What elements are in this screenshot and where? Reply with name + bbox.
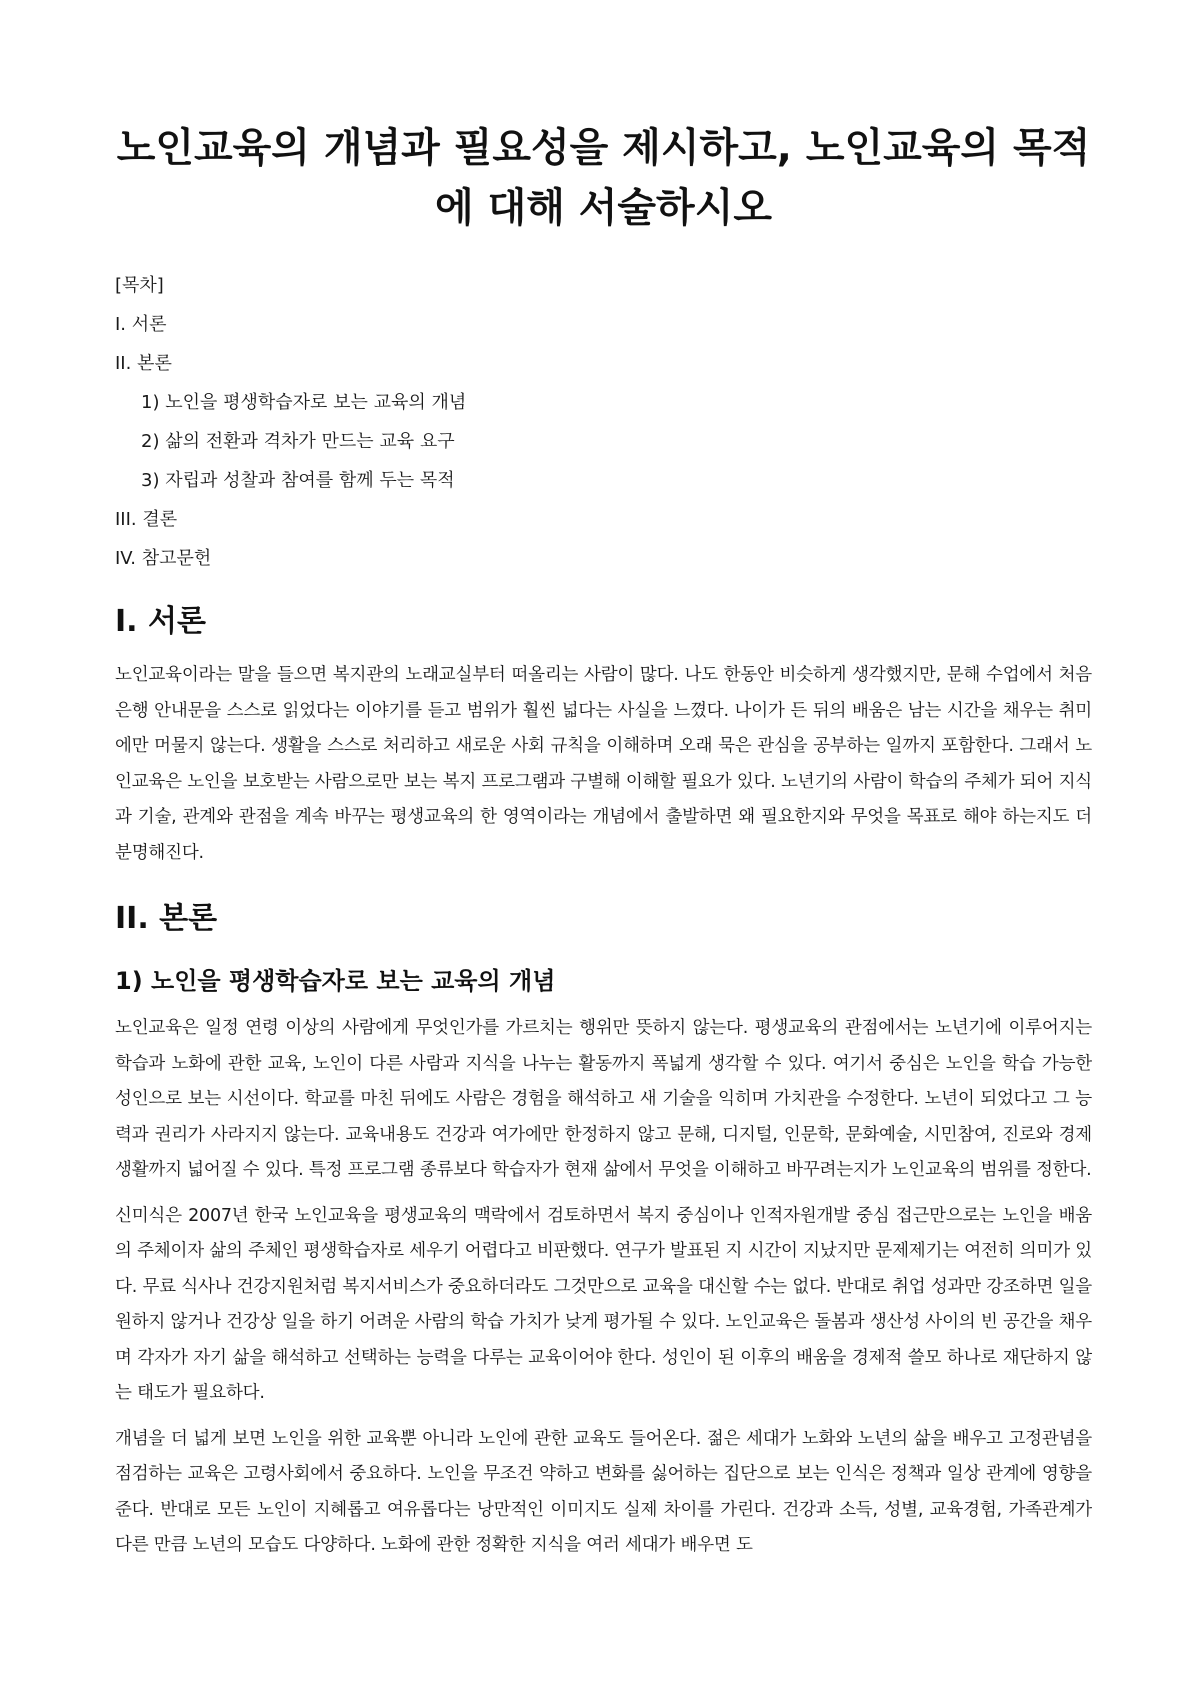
toc-item: II. 본론 bbox=[115, 353, 172, 374]
section-heading-intro: I. 서론 bbox=[115, 604, 206, 639]
toc-item: III. 결론 bbox=[115, 509, 178, 530]
section-heading-body: II. 본론 bbox=[115, 901, 218, 936]
table-of-contents bbox=[115, 266, 1092, 578]
toc-item: IV. 참고문헌 bbox=[115, 548, 212, 569]
toc-subitem: 1) 노인을 평생학습자로 보는 교육의 개념 bbox=[141, 392, 467, 413]
toc-item: I. 서론 bbox=[115, 314, 167, 335]
toc-heading: [목차] bbox=[115, 275, 164, 296]
subsection-heading-1: 1) 노인을 평생학습자로 보는 교육의 개념 bbox=[115, 967, 556, 995]
document-title: 노인교육의 개념과 필요성을 제시하고, 노인교육의 목적에 대해 서술하시오 bbox=[116, 125, 1091, 231]
body-paragraph: 개념을 더 넓게 보면 노인을 위한 교육뿐 아니라 노인에 관한 교육도 들어온다. 젊은 세대가 노화와 노년의 삶을 배우고 고정관념을 점검하는 교육은 고령사회에서 중요하다. 노인을 무조건 약하고 변화를 싫어하는 집단으로 보는 인식은 정책과 일상 관계에 영향을 준다. 반대로 모든 노인이 지혜롭고 여유롭다는 낭만적인 이미지도 실제 차이를 가린다. 건강과 소득, 성별, 교육경험, 가족관계가 다른 만큼 노년의 모습도 다양하다. 노화에 관한 정확한 지식을 여러 세대가 배우면 도 bbox=[115, 1428, 1092, 1555]
intro-section bbox=[115, 600, 1092, 871]
toc-subitem: 3) 자립과 성찰과 참여를 함께 두는 목적 bbox=[141, 470, 455, 491]
body-paragraph: 노인교육은 일정 연령 이상의 사람에게 무엇인가를 가르치는 행위만 뜻하지 않는다. 평생교육의 관점에서는 노년기에 이루어지는 학습과 노화에 관한 교육, 노인이 다른 사람과 지식을 나누는 활동까지 폭넓게 생각할 수 있다. 여기서 중심은 노인을 학습 가능한 성인으로 보는 시선이다. 학교를 마친 뒤에도 사람은 경험을 해석하고 새 기술을 익히며 가치관을 수정한다. 노년이 되었다고 그 능력과 권리가 사라지지 않는다. 교육내용도 건강과 여가에만 한정하지 않고 문해, 디지털, 인문학, 문화예술, 시민참여, 진로와 경제생활까지 넓어질 수 있다. 특정 프로그램 종류보다 학습자가 현재 삶에서 무엇을 이해하고 바꾸려는지가 노인교육의 범위를 정한다. bbox=[115, 1018, 1092, 1180]
body-section bbox=[115, 897, 1092, 1564]
body-paragraph: 신미식은 2007년 한국 노인교육을 평생교육의 맥락에서 검토하면서 복지 중심이나 인적자원개발 중심 접근만으로는 노인을 배움의 주체이자 삶의 주체인 평생학습자로 세우기 어렵다고 비판했다. 연구가 발표된 지 시간이 지났지만 문제제기는 여전히 의미가 있다. 무료 식사나 건강지원처럼 복지서비스가 중요하더라도 그것만으로 교육을 대신할 수는 없다. 반대로 취업 성과만 강조하면 일을 원하지 않거나 건강상 일을 하기 어려운 사람의 학습 가치가 낮게 평가될 수 있다. 노인교육은 돌봄과 생산성 사이의 빈 공간을 채우며 각자가 자기 삶을 해석하고 선택하는 능력을 다루는 교육이어야 한다. 성인이 된 이후의 배움을 경제적 쓸모 하나로 재단하지 않는 태도가 필요하다. bbox=[115, 1205, 1092, 1403]
toc-subitem: 2) 삶의 전환과 격차가 만드는 교육 요구 bbox=[141, 431, 455, 452]
intro-paragraph: 노인교육이라는 말을 들으면 복지관의 노래교실부터 떠올리는 사람이 많다. 나도 한동안 비슷하게 생각했지만, 문해 수업에서 처음 은행 안내문을 스스로 읽었다는 이야기를 듣고 범위가 훨씬 넓다는 사실을 느꼈다. 나이가 든 뒤의 배움은 남는 시간을 채우는 취미에만 머물지 않는다. 생활을 스스로 처리하고 새로운 사회 규칙을 이해하며 오래 묵은 관심을 공부하는 일까지 포함한다. 그래서 노인교육은 노인을 보호받는 사람으로만 보는 복지 프로그램과 구별해 이해할 필요가 있다. 노년기의 사람이 학습의 주체가 되어 지식과 기술, 관계와 관점을 계속 바꾸는 평생교육의 한 영역이라는 개념에서 출발하면 왜 필요한지와 무엇을 목표로 해야 하는지도 더 분명해진다. bbox=[115, 665, 1092, 863]
